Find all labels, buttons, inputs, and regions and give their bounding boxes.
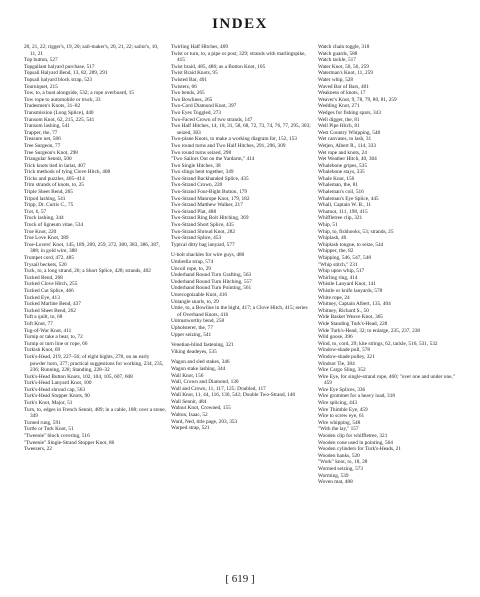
index-entry: Ward, Ned, title page, 203, 353: [171, 418, 238, 425]
index-entry: True-Lovers' Knot, 145, 189, 209, 259, 372, 380, 383, 386, 387, 388; in gold wire, 388: [24, 241, 160, 255]
index-entry: Tricks and puzzles, 405–414: [24, 175, 85, 182]
index-entry: "Work" knot, to, 18, 28: [318, 459, 368, 466]
index-entry: Two Single Hitches, 38: [171, 162, 221, 169]
index-entry: Whiplash tongue, to seize, 544: [318, 241, 384, 248]
index-entry: Untie, to, a Bowline in the bight, 417; a Clove Hitch, 415; series of Overhand Knots, 416: [171, 305, 308, 318]
index-entry: Wooden cone used in pointing, 564: [318, 439, 393, 446]
index-entry: Twist or turn, to, a pipe or post, 329; strands with marlingspike, 415: [171, 50, 306, 64]
index-entry: Wooden clip for whiffletree, 321: [318, 433, 388, 440]
index-entry: Transmission (Long Splice), 440: [24, 109, 94, 116]
index-entry: Trick methods of tying Clove Hitch, 408: [24, 169, 111, 176]
index-entry: Tow rope to automobile or truck, 33: [24, 96, 101, 103]
index-entry: Wild goose, 396: [318, 334, 353, 341]
index-entry: Wall Sennit, 484: [171, 398, 207, 405]
index-entry: True Knot, 220: [24, 228, 57, 235]
index-entry: Turk's-Head Stopper Knots, 90: [24, 393, 90, 400]
index-entry: Two Bowlines, 265: [171, 96, 213, 103]
index-entry: Trick knots tied in lariat, 407: [24, 162, 86, 169]
index-entry: Two-Strand Manrope Knot, 179, 182: [171, 195, 250, 202]
index-entry: Wire whipping, 548: [318, 419, 361, 426]
index-entry: Whalebone stays, 335: [318, 169, 365, 176]
index-entry: Twist Braid Knots, 95: [171, 70, 218, 77]
index-entry: Tucked Sheet Bend, 262: [24, 307, 76, 314]
index-entry: Whip, to, fishhooks, 53; strands, 25: [318, 228, 394, 235]
index-entry: Tow, to, a boat alongside, 532; a rope overboard, 15: [24, 90, 135, 97]
index-entry: Turk's-Head, 219, 227–56; of eight bights, 278, on an early powder horn, 377; practical suggestions for working, 234, 235, 236; Running, 228; Standing, 228–32: [24, 353, 164, 374]
index-entry: 20, 21, 22; rigger's, 19, 20; sail-maker's, 20, 21, 22; sailor's, 10, 11, 21: [24, 44, 159, 57]
index-entry: Topgallant halyard purchase, 517: [24, 63, 95, 70]
index-entry: Underhand Round Turn Hitching, 557: [171, 278, 252, 285]
index-entry: Untrustworthy bend, 258: [171, 318, 225, 325]
index-entry: "Tweenie" block covering, 516: [24, 433, 90, 440]
index-entry: Upholsterer, the, 77: [171, 324, 213, 331]
index-entry: Wall and Crown, 11, 117, 125; Doubled, 117: [171, 385, 266, 392]
index-entry: Wall Knot, 11, 44, 116, 130, 542; Double Two-Strand, 140: [171, 392, 296, 399]
index-entry: Whip upon whip, 517: [318, 268, 365, 275]
index-entry: Typical ditty bag lanyard, 577: [171, 241, 235, 248]
index-entry: Venetian-blind fastening, 321: [171, 342, 234, 349]
index-entry: Wind, to, cord, 29; kite strings, 62, tackle, 516, 531, 532: [318, 340, 438, 347]
index-entry: "With the lay," 157: [318, 426, 359, 433]
index-entry: Wire Cargo Sling, 352: [318, 367, 366, 374]
index-entry: Wetjen, Albert R., 114, 333: [318, 142, 376, 149]
index-entry: Truck of ligneum vitae, 534: [24, 222, 84, 229]
index-entry: Two-Strand Four-Bight Button, 179: [171, 189, 248, 196]
index-entry: Two Half Hitches, 14, 18, 31, 58, 68, 72, 73, 74, 76, 77, 295, 303; seized, 303: [171, 123, 311, 136]
index-entry: Wet Weather Hitch, 40, 304: [318, 156, 377, 163]
index-entry: Tucked Bend, 268: [24, 274, 63, 281]
index-entry: Untangle snarls, to, 29: [171, 298, 219, 305]
index-entry: "Whip stitch," 231: [318, 261, 358, 268]
index-entry: Wooden cylinders for Turk's-Heads, 21: [318, 446, 402, 453]
index-entry: Turk's-Head shroud cap, 563: [24, 386, 86, 393]
index-entry: Tuft Knot, 77: [24, 320, 53, 327]
index-entry: Two slings bent together, 349: [171, 169, 234, 176]
index-entry: White rope, 24: [318, 294, 350, 301]
index-entry: Turnip or take a bear, to, 72: [24, 334, 83, 341]
index-entry: Whall, Captain W. B., 11: [318, 202, 372, 209]
index-entry: Wormed seizing, 573: [318, 466, 364, 472]
index-entry: Wide Standing Turk's-Head, 228: [318, 320, 388, 327]
index-entry: Turk's Knot, Major, 51: [24, 400, 73, 407]
index-entry: Walton, Isaac, 52: [171, 412, 208, 419]
index-entry: Triple Sheet Bend, 265: [24, 189, 73, 196]
index-entry: Turkish Knot, 69: [24, 347, 61, 354]
index-entry: Twirling Half Hitches, 409: [171, 44, 229, 50]
index-column-1: [24, 44, 166, 486]
index-entry: Two-Strand Matthew Walker, 217: [171, 202, 243, 209]
index-entry: Whaleman's Eye Splice, 445: [318, 195, 379, 202]
index-entry: Tug-of-War Knot, 411: [24, 327, 72, 334]
index-entry: Whitney, Captain Albert, 135, 404: [318, 301, 391, 308]
index-entry: Truck lashing, 344: [24, 215, 64, 222]
index-entry: Waterman's Knot, 11, 259: [318, 70, 373, 77]
index-entry: Whipper, the, 82: [318, 248, 354, 255]
index-entry: Whiffletree clip, 321: [318, 215, 363, 222]
index-entry: True Love Knot, 389: [24, 235, 69, 242]
index-entry: Two-Strand Backhanded Splice, 435: [171, 175, 249, 182]
index-entry: Wall, Crown and Diamond, 130: [171, 379, 239, 386]
index-entry: Trim strands of knots, to, 25: [24, 182, 84, 189]
index-entry: Whistle or knife lanyards, 578: [318, 287, 383, 294]
index-entry: Turn, to, edges in French Sennit, 489; in a cable, 188; over a stone, 349: [24, 406, 166, 420]
index-entry: Two round turns seized, 298: [171, 149, 232, 156]
index-entry: Tuck, to, a long strand, 26; a Short Splice, 428; strands, 402: [24, 268, 151, 275]
index-entry: Whirling ring, 414: [318, 274, 358, 281]
index-entry: Twist braid, 485, 486; as a Button Knot, 105: [171, 63, 266, 70]
index-entry: Whatnot, 111, 198, 415: [318, 208, 368, 215]
index-entry: Treasure net, 586: [24, 136, 61, 143]
index-entry: Tree Surgeon, 77: [24, 142, 61, 149]
index-entry: Top button, 527: [24, 57, 58, 64]
index-entry: Whale Knot, 156: [318, 175, 355, 182]
index-entry: Worming, 539: [318, 472, 349, 479]
index-entry: Warped strap, 521: [171, 425, 210, 432]
index-entry: Tripp, Dr. Curtis C., 75: [24, 202, 74, 209]
index-entry: Two-Strand Crown, 220: [171, 182, 223, 189]
index-entry: Whiplash, 46: [318, 235, 347, 242]
index-column-3: [318, 44, 460, 486]
index-entry: Trumpet cord, 472, 485: [24, 255, 74, 261]
index-entry: Two-Strand Plat, 488: [171, 208, 217, 215]
index-entry: Whalebone gripes, 535: [318, 162, 367, 169]
index-entry: Tourniquet, 215: [24, 83, 58, 90]
index-entry: Two-Strand Shroud Knot, 282: [171, 228, 236, 235]
index-entry: Underhand Round Turn Grafting, 563: [171, 272, 252, 279]
index-entry: Watch guards, 588: [318, 50, 358, 57]
index-entry: Tucked Marline Bend, 437: [24, 301, 81, 308]
index-entry: Transom lashing, 541: [24, 123, 70, 130]
index-entry: Wire splicing, 443: [318, 400, 358, 407]
index-entry: Well Pipe Hitch, 81: [318, 123, 360, 130]
index-entry: Waved Bar of Bars, 401: [318, 83, 369, 90]
index-entry: Underhand Round Turn Pointing, 561: [171, 285, 252, 292]
index-entry: Whistle Lanyard Knot, 141: [318, 281, 376, 288]
index-entry: Umbrella strap, 574: [171, 259, 214, 265]
index-entry: Two Eyes Toggled, 273: [171, 109, 222, 116]
index-entry: Topsail Halyard Bend, 13, 82, 289, 291: [24, 70, 108, 77]
index-entry: Two-Strand Short Splice, 435: [171, 222, 234, 229]
index-entry: Triangular Sennit, 500: [24, 156, 72, 163]
index-entry: Two-plane Knots, to make a working diagram for, 152, 153: [171, 136, 297, 143]
index-entry: "Tweenie" Single-Strand Stopper Knot, 86: [24, 439, 115, 446]
index-columns: [24, 44, 462, 486]
index-entry: Wet canvases, to lash, 31: [318, 136, 372, 143]
index-entry: Two-Faced Crown of two strands, 147: [171, 116, 253, 123]
index-entry: Water whip, 528: [318, 76, 354, 83]
index-entry: Water Knot, 50, 56, 259: [318, 63, 369, 70]
index-entry: Turk's-Head Lanyard Knot, 100: [24, 380, 92, 387]
index-entry: Trysail beckets, 520: [24, 261, 67, 268]
index-entry: Trot, 6, 57: [24, 208, 47, 215]
index-entry: Tripod lashing, 541: [24, 195, 66, 202]
index-entry: Wide Basket Weave Knot, 365: [318, 314, 384, 321]
index-entry: Two-Strand Ring Bolt Hitching, 369: [171, 215, 249, 222]
index-entry: Watch chain toggle, 318: [318, 44, 370, 50]
index-entry: Wagon stake lashing, 344: [171, 365, 226, 372]
index-entry: Viking deadeyes, 535: [171, 348, 217, 355]
index-entry: Turned rung, 591: [24, 419, 61, 426]
index-entry: Upper seizing, 541: [171, 331, 212, 338]
index-entry: Whipping, 546, 547, 548: [318, 255, 371, 261]
index-entry: Wall Knot, 156: [171, 372, 204, 379]
index-entry: Windsor Tie, 384: [318, 360, 355, 367]
index-entry: Two round turns and Two Half Hitches, 291, 296, 309: [171, 142, 286, 149]
index-entry: Wire to screw eye, 61: [318, 413, 365, 420]
index-entry: Turnip or turn line or rope, 66: [24, 340, 88, 347]
index-entry: Window-shade pull, 578: [318, 347, 371, 354]
index-entry: Weaver's Knot, 9, 78, 79, 80, 81, 259: [318, 96, 397, 103]
index-entry: Tucked Clove Hitch, 255: [24, 281, 78, 288]
index-entry: Whitney, Richard S., 50: [318, 307, 369, 314]
index-entry: Topsail halyard block strap, 523: [24, 76, 93, 83]
index-entry: Wooden hanks, 520: [318, 452, 360, 459]
index-entry: Tweezers, 22: [24, 446, 52, 453]
index-entry: Wire Eye Splices, 336: [318, 386, 366, 393]
index-entry: Wedding Knot, 271: [318, 103, 360, 110]
index-entry: Turk's-Head Button Knots, 102, 104, 105, 607, 608: [24, 373, 133, 380]
index-column-2: [171, 44, 313, 486]
index-entry: Transom Knot, 62, 215, 225, 541: [24, 116, 95, 123]
index-entry: Whaleman, the, 81: [318, 182, 359, 189]
index-entry: Wide Turk's-Head, 32; to enlarge, 235, 237, 238: [318, 327, 421, 334]
index-entry: Wire Thimble Eye, 459: [318, 406, 368, 413]
index-entry: Unrecognizable Knot, 416: [171, 291, 228, 298]
index-entry: U-bolt shackles for wire guys, 480: [171, 252, 245, 259]
index-entry: Two bends, 265: [171, 90, 205, 97]
index-entry: Window-shade pulley, 321: [318, 353, 375, 360]
index-entry: Tucked Eye, 413: [24, 294, 60, 301]
index-entry: Twisters, 66: [171, 83, 197, 90]
index-entry: Two-Strand Splice, 453: [171, 235, 222, 242]
index-entry: Wet rope and knots, 24: [318, 149, 367, 156]
index-entry: Trapper, the, 77: [24, 129, 58, 136]
index-entry: Twisted Bar, 401: [171, 76, 208, 83]
index-entry: Tuft a quilt, to, 68: [24, 314, 63, 321]
index-entry: Wagon and sled stakes, 346: [171, 359, 230, 366]
index-entry: Wire grommet for a heavy load, 318: [318, 393, 396, 400]
index-entry: West Country Whipping, 548: [318, 129, 381, 136]
index-entry: Wire Eye, for single-strand rope, 460; "over one and under one," 459: [318, 373, 455, 387]
index-entry: Well digger, the, 81: [318, 116, 360, 123]
index-entry: Whaleman's coil, 516: [318, 189, 364, 196]
index-entry: Watch tackle, 517: [318, 57, 356, 64]
page-title: INDEX: [212, 16, 268, 32]
index-entry: Two-Cord Diamond Knot, 397: [171, 103, 237, 110]
index-entry: Woven mat, 488: [318, 479, 353, 486]
index-entry: Tree Surgeon's Knot, 298: [24, 149, 78, 156]
index-entry: Whip, 51: [318, 222, 338, 229]
index-entry: Walnut Knot, Crowned, 155: [171, 405, 231, 412]
index-entry: Wedges for fishing spars, 343: [318, 109, 381, 116]
index-entry: Tradesmen's Knots, 31–82: [24, 103, 81, 110]
index-entry: Turtle or Turk Knot, 51: [24, 426, 74, 433]
index-entry: Weakness of knots, 17: [318, 90, 366, 97]
index-entry: "Two Sailors Out on the Yardarm," 414: [171, 156, 255, 163]
page-number: [ 619 ]: [225, 573, 255, 585]
index-entry: Uncoil rope, to, 29: [171, 265, 211, 272]
index-entry: Tucked Cut Splice, 466: [24, 287, 74, 294]
